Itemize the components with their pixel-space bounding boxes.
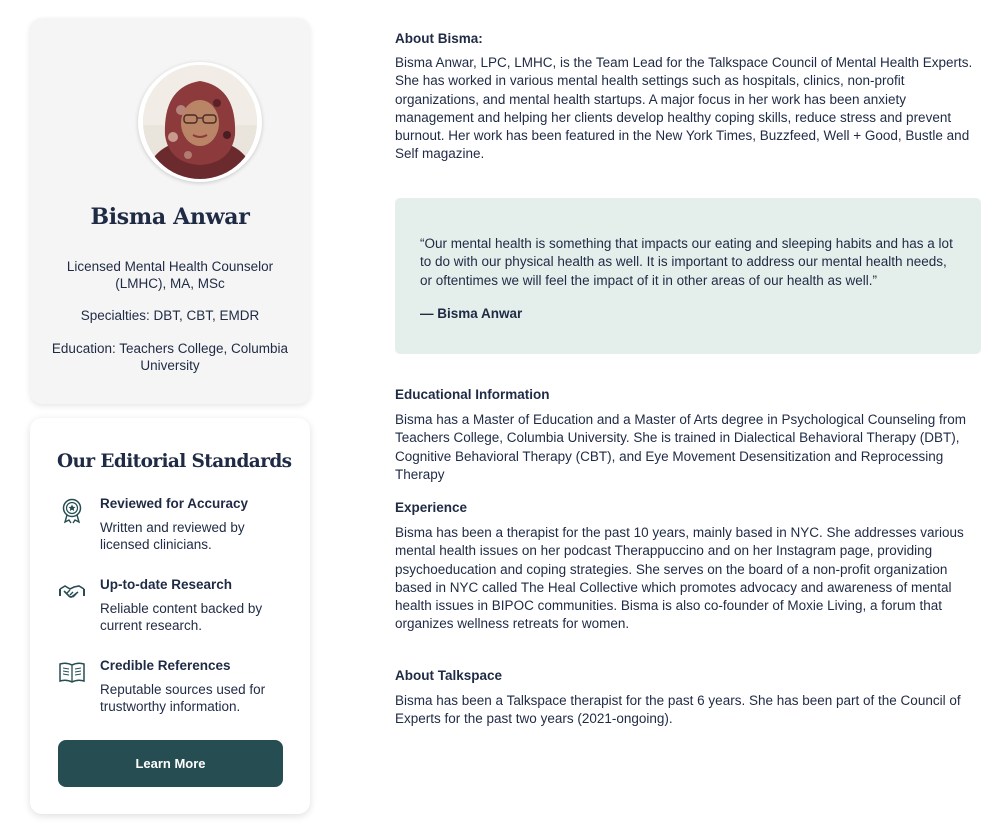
- avatar-portrait-image: [143, 65, 257, 179]
- experience-section: [395, 500, 985, 634]
- award-ribbon-icon: [58, 496, 86, 524]
- handshake-icon: [58, 577, 86, 605]
- standard-desc: Reliable content backed by current research.: [100, 601, 263, 633]
- about-heading: About Bisma:: [395, 31, 483, 46]
- learn-more-button[interactable]: Learn More: [58, 740, 283, 787]
- education-section: [395, 387, 985, 484]
- about-section: [395, 31, 985, 164]
- avatar: [138, 62, 262, 182]
- education-heading: Educational Information: [395, 387, 550, 402]
- about-talkspace-heading: About Talkspace: [395, 668, 503, 683]
- profile-card: [30, 18, 310, 404]
- standard-desc: Written and reviewed by licensed clinicians.: [100, 520, 245, 552]
- experience-body: Bisma has been a therapist for the past 10 years, mainly based in NYC. She addresses various mental health issues on her podcast Therappuccino and on her Instagram page, providing psychoeducation and coping strategies. She serves on the board of a non-profit organization based in NYC called The Heal Collective which promotes advocacy and awareness of mental health issues in BIPOC communities. Bisma is also co-founder of Moxie Living, a forum that organizes wellness retreats for women.: [395, 525, 964, 632]
- about-talkspace-body: Bisma has been a Talkspace therapist for the past 6 years. She has been part of the Council of Experts for the past two years (2021-ongoing).: [395, 693, 961, 727]
- editorial-standards-card: [30, 418, 310, 814]
- standard-title: Credible References: [100, 658, 231, 673]
- standard-title: Reviewed for Accuracy: [100, 496, 249, 511]
- quote-box: [395, 198, 981, 354]
- profile-specialties: Specialties: DBT, CBT, EMDR: [80, 308, 260, 323]
- profile-name: Bisma Anwar: [90, 204, 250, 230]
- standard-title: Up-to-date Research: [100, 577, 233, 592]
- about-body: Bisma Anwar, LPC, LMHC, is the Team Lead for the Talkspace Council of Mental Health Experts. She has worked in various mental health settings such as hospitals, clinics, non-profit organizations, and mental health startups. A major focus in her work has been anxiety management and helping her clients develop healthy coping skills, reduce stress and prevent burnout. Her work has been featured in the New York Times, Buzzfeed, Well + Good, Bustle and Self magazine.: [395, 55, 973, 162]
- quote-text: “Our mental health is something that impacts our eating and sleeping habits and has a lot to do with our physical health as well. It is important to address our mental health needs, or oftentimes we will feel the impact of it in other areas of our health as well.”: [420, 236, 953, 288]
- education-body: Bisma has a Master of Education and a Master of Arts degree in Psychological Counseling from Teachers College, Columbia University. She is trained in Dialectical Behavioral Therapy (DBT), Cognitive Behavioral Therapy (CBT), and Eye Movement Desensitization and Reprocessing Therapy: [395, 412, 967, 482]
- profile-credentials: Licensed Mental Health Counselor (LMHC), MA, MSc: [66, 259, 274, 291]
- about-talkspace-section: [395, 668, 985, 729]
- standard-desc: Reputable sources used for trustworthy information.: [100, 682, 266, 714]
- experience-heading: Experience: [395, 500, 468, 515]
- profile-education: Education: Teachers College, Columbia University: [51, 341, 289, 373]
- open-book-icon: [58, 658, 86, 686]
- editorial-standards-title: Our Editorial Standards: [57, 451, 292, 472]
- quote-author: — Bisma Anwar: [420, 306, 523, 321]
